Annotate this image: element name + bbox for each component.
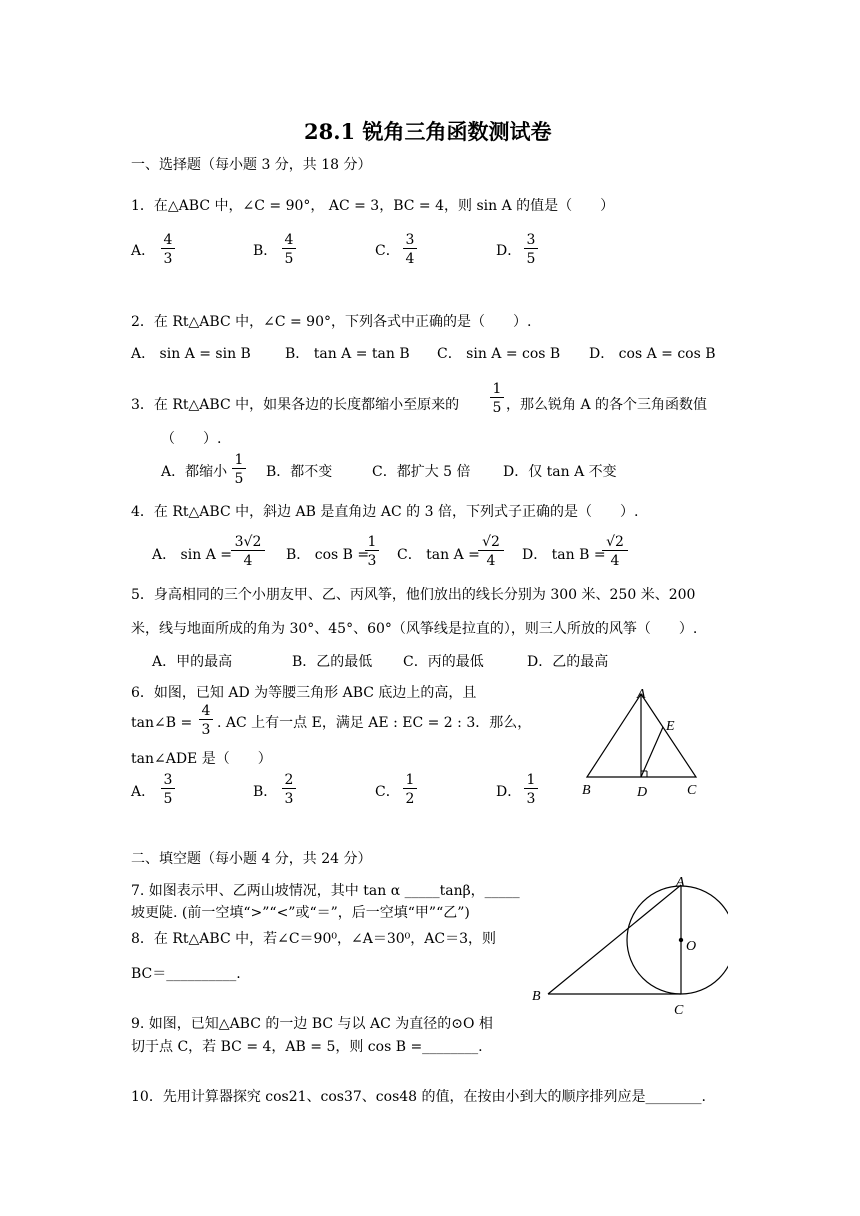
- q6-option-d-fraction: $\frac{1}{3}$: [524, 772, 538, 807]
- q4-option-c: C． tan A =: [397, 547, 480, 563]
- segment-de: [641, 727, 663, 777]
- q2-option-d: D． cos A = cos B: [589, 346, 716, 362]
- q3-option-a: A．都缩小: [161, 464, 228, 480]
- question-6-line1: 6．如图，已知 AD 为等腰三角形 ABC 底边上的高，且: [131, 685, 477, 701]
- question-8-line1: 8．在 Rt△ABC 中，若∠C＝90⁰，∠A＝30⁰，AC＝3，则: [131, 931, 496, 947]
- q1-option-d-label: D．: [496, 243, 522, 259]
- label-b: B: [582, 783, 591, 798]
- q4-option-b: B． cos B =: [286, 547, 370, 563]
- q5-option-a: A．甲的最高: [152, 654, 233, 670]
- q3-option-d: D．仅 tan A 不变: [503, 464, 617, 480]
- q6-tanb-fraction: $\frac{4}{3}$: [199, 703, 213, 738]
- question-6-line2-pre: tan∠B =: [131, 715, 193, 731]
- q1-option-b-fraction: $\frac{4}{5}$: [282, 232, 296, 267]
- q4-option-a: A． sin A =: [152, 547, 232, 563]
- label-o: O: [686, 939, 697, 954]
- question-7-line1: 7. 如图表示甲、乙两山坡情况，其中 tan α _____tanβ，_____: [131, 883, 520, 899]
- question-6-line2-post: . AC 上有一点 E，满足 AE : EC = 2 : 3．那么，: [217, 715, 532, 731]
- question-7-line2: 坡更陡. (前一空填“>”“<”或“＝”，后一空填“甲”“乙”): [131, 905, 470, 921]
- q1-option-c-fraction: $\frac{3}{4}$: [403, 232, 417, 267]
- center-point-o: [679, 938, 683, 942]
- q4-option-d-fraction: $\frac{√2}{4}$: [602, 534, 628, 569]
- section-heading-fill-in: 二、填空题（每小题 4 分，共 24 分）: [131, 851, 372, 867]
- question-10: 10．先用计算器探究 cos21、cos37、cos48 的值，在按由小到大的顺序排列应是________.: [131, 1089, 706, 1105]
- q2-option-a: A． sin A = sin B: [131, 346, 251, 362]
- label-e: E: [666, 719, 675, 734]
- q6-option-c-label: C．: [375, 784, 400, 800]
- label-c: C: [687, 783, 697, 798]
- label-d: D: [637, 785, 648, 800]
- question-2-stem: 2．在 Rt△ABC 中，∠C = 90°，下列各式中正确的是（ ）.: [131, 314, 532, 330]
- question-8-line2: BC＝__________.: [131, 966, 241, 982]
- q2-option-c: C． sin A = cos B: [437, 346, 561, 362]
- question-3-stem-part3: （ ）.: [161, 431, 222, 447]
- question-3-stem-part2: ，那么锐角 A 的各个三角函数值: [506, 397, 708, 413]
- q1-option-d-fraction: $\frac{3}{5}$: [524, 232, 538, 267]
- circle-tangent-figure: [528, 872, 728, 1022]
- q3-option-b: B．都不变: [266, 464, 333, 480]
- q1-option-c-label: C．: [375, 243, 400, 259]
- question-3-stem-part1: 3．在 Rt△ABC 中，如果各边的长度都缩小至原来的: [131, 397, 460, 413]
- q3-option-c: C．都扩大 5 倍: [372, 464, 471, 480]
- q6-option-b-label: B．: [253, 784, 278, 800]
- question-6-line3: tan∠ADE 是（ ）: [131, 751, 272, 767]
- q4-option-c-fraction: $\frac{√2}{4}$: [478, 534, 504, 569]
- q3-option-a-fraction: $\frac{1}{5}$: [232, 452, 246, 487]
- question-9-line2: 切于点 C，若 BC = 4，AB = 5，则 cos B =________.: [131, 1039, 483, 1055]
- q1-option-a-fraction: $\frac{4}{3}$: [161, 232, 175, 267]
- page-title: 28.1 锐角三角函数测试卷: [304, 119, 552, 144]
- q6-option-a-fraction: $\frac{3}{5}$: [161, 772, 175, 807]
- q1-option-b-label: B．: [253, 243, 278, 259]
- label-c: C: [674, 1003, 684, 1018]
- label-b: B: [532, 989, 541, 1004]
- q4-option-a-fraction: $\frac{3√2}{4}$: [231, 534, 265, 569]
- q4-option-d: D． tan B =: [522, 547, 606, 563]
- q5-option-c: C．丙的最低: [403, 654, 484, 670]
- triangle-figure: [570, 684, 710, 804]
- question-9-line1: 9. 如图，已知△ABC 的一边 BC 与以 AC 为直径的⊙O 相: [131, 1016, 493, 1032]
- section-heading-choice: 一、选择题（每小题 3 分，共 18 分）: [131, 157, 372, 173]
- q6-option-d-label: D．: [496, 784, 522, 800]
- q6-option-a-label: A．: [131, 784, 156, 800]
- label-a: A: [676, 875, 685, 890]
- q2-option-b: B． tan A = tan B: [285, 346, 410, 362]
- question-5-line1: 5．身高相同的三个小朋友甲、乙、丙风筝，他们放出的线长分别为 300 米、250 米、200: [131, 587, 696, 603]
- q4-option-b-fraction: $\frac{1}{3}$: [365, 534, 379, 569]
- segment-ab: [548, 885, 681, 994]
- q6-option-b-fraction: $\frac{2}{3}$: [282, 772, 296, 807]
- question-4-stem: 4．在 Rt△ABC 中，斜边 AB 是直角边 AC 的 3 倍，下列式子正确的是（ ）.: [131, 504, 639, 520]
- q5-option-b: B．乙的最低: [292, 654, 373, 670]
- label-a: A: [637, 687, 646, 702]
- question-1-stem: 1．在△ABC 中，∠C = 90°， AC = 3，BC = 4，则 sin A 的值是（ ）: [131, 198, 615, 214]
- q3-fraction: $\frac{1}{5}$: [490, 381, 504, 416]
- q5-option-d: D．乙的最高: [527, 654, 609, 670]
- q6-option-c-fraction: $\frac{1}{2}$: [403, 772, 417, 807]
- circle-o: [627, 886, 728, 994]
- question-5-line2: 米，线与地面所成的角为 30°、45°、60°（风筝线是拉直的），则三人所放的风筝（ ）.: [131, 621, 698, 637]
- q1-option-a-label: A．: [131, 243, 156, 259]
